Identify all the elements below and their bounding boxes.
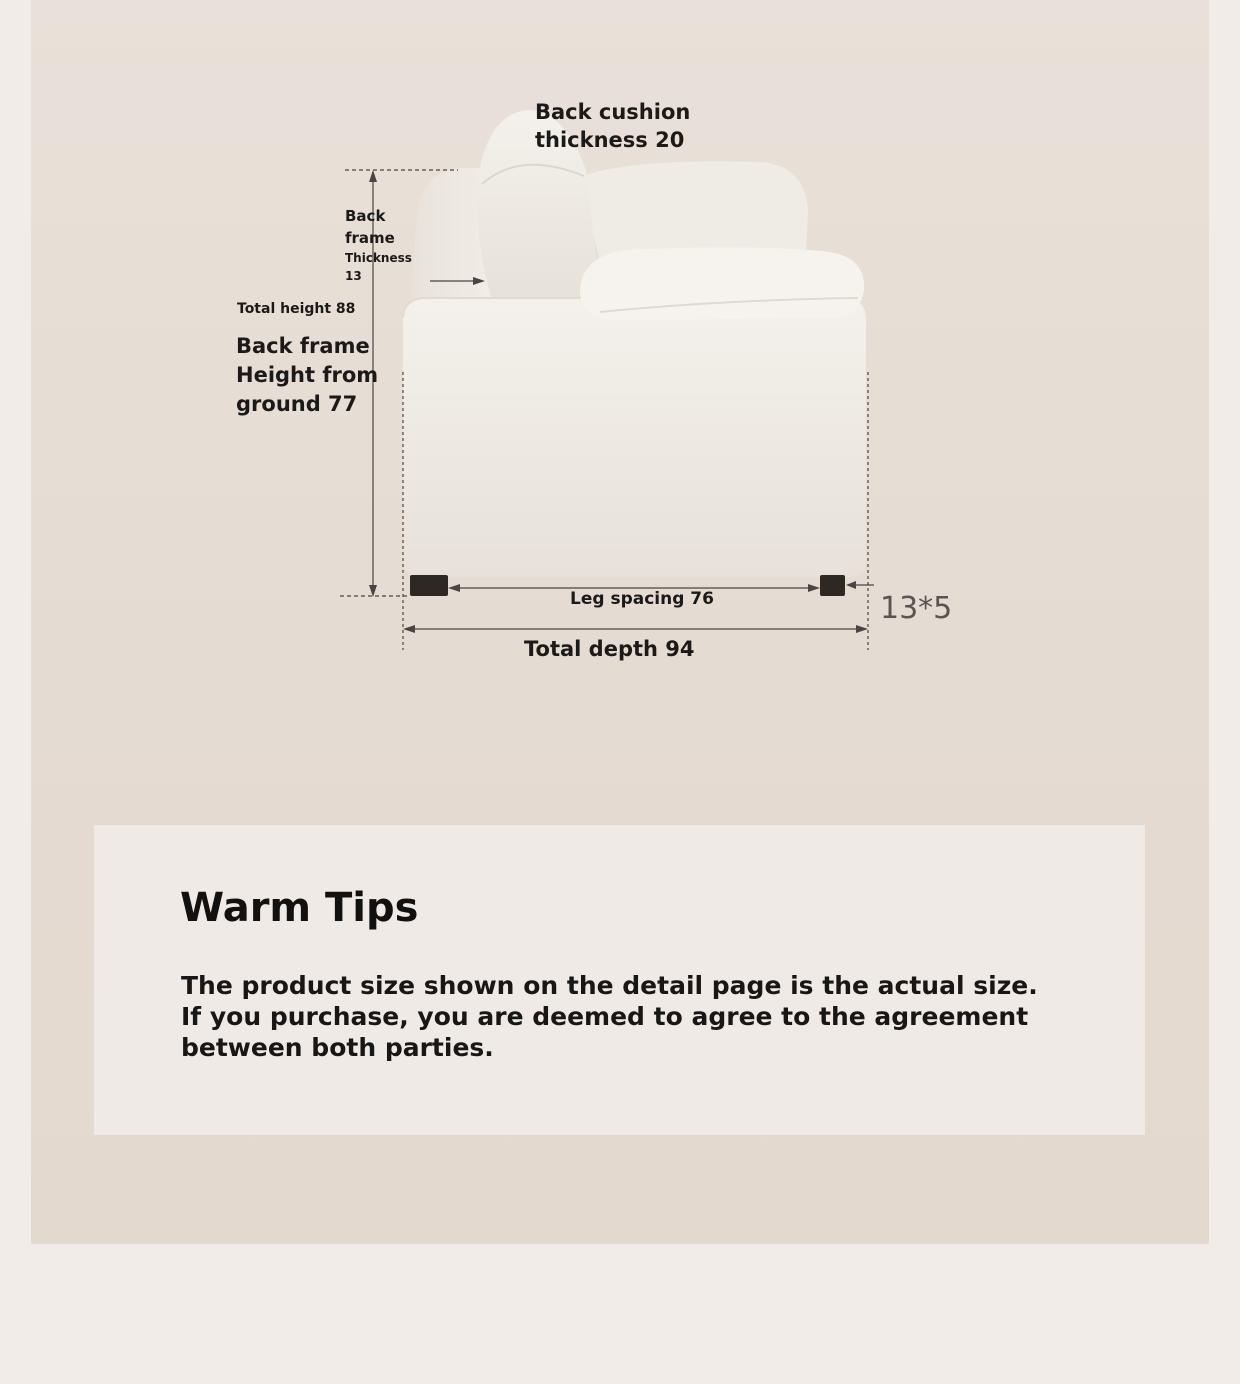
back-frame-height-label: Back frame Height from ground 77 [236,334,379,416]
sofa-rear-cushion [585,161,808,262]
leg-size-label: 13*5 [880,591,953,626]
warm-tips-card [94,825,1145,1135]
leg-spacing-label: Leg spacing 76 [570,589,714,609]
warm-tips-text: The product size shown on the detail page is the actual size. If you purchase, you are deemed to agree to the agreement between both parties. [181,971,1038,1062]
total-depth-label: Total depth 94 [524,637,695,661]
total-height-label: Total height 88 [237,301,356,317]
back-cushion-thickness-label: Back cushion thickness 20 [535,100,691,152]
back-frame-thickness-label: Back frame Thickness 13 [345,207,412,283]
sofa-arm-cushion [580,247,864,320]
sofa-body [403,298,866,577]
warm-tips-title: Warm Tips [180,885,419,931]
sofa-leg-front [820,575,845,596]
sofa-leg-rear [410,575,448,596]
